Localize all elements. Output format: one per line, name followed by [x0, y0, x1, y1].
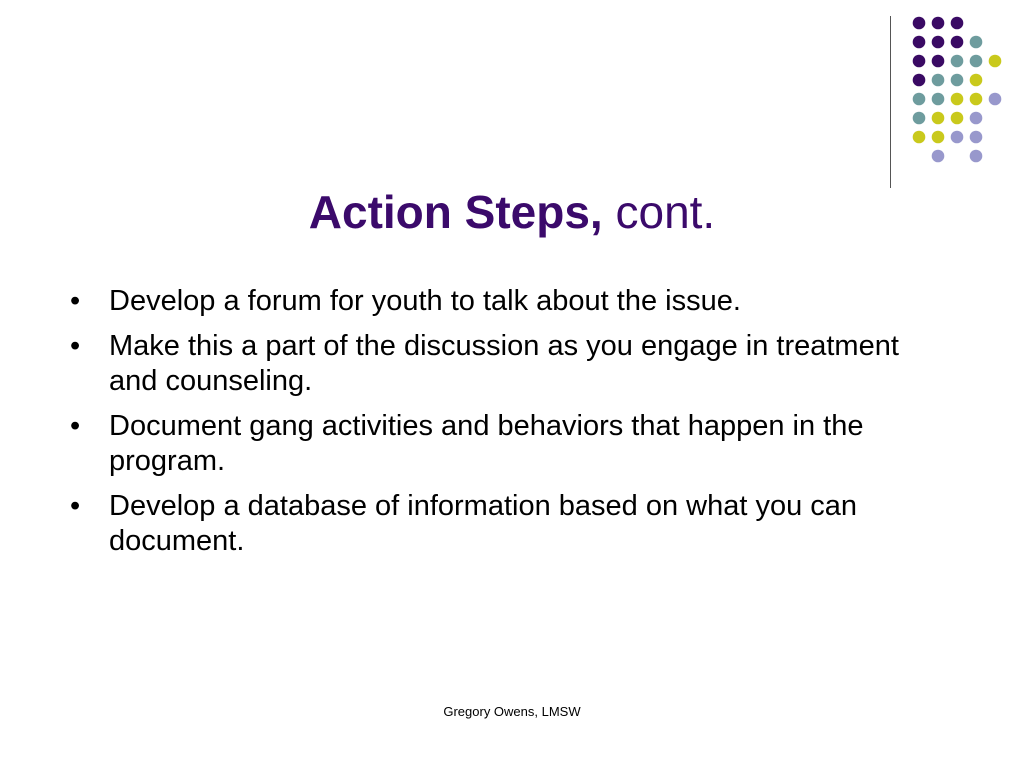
decorative-dot: [913, 36, 926, 49]
bullet-mark: •: [70, 410, 81, 442]
decorative-dot: [970, 93, 983, 106]
bullet-text: Develop a forum for youth to talk about the issue.: [109, 285, 741, 317]
slide-title: [0, 182, 1024, 242]
decorative-dot: [970, 55, 983, 68]
decorative-dot: [913, 112, 926, 125]
bullet-mark: •: [70, 490, 81, 522]
bullet-text: Make this a part of the discussion as you engage in treatment and counseling.: [109, 330, 899, 397]
decorative-dot: [932, 36, 945, 49]
decorative-dot: [913, 131, 926, 144]
decorative-dot: [951, 131, 964, 144]
bullet-mark: •: [70, 285, 81, 317]
bullet-item: [70, 284, 920, 319]
footer-author: Gregory Owens, LMSW: [443, 704, 581, 719]
bullet-text: Develop a database of information based on what you can document.: [109, 490, 858, 557]
decorative-dot: [951, 36, 964, 49]
title-regular-text: cont.: [615, 186, 716, 238]
decorative-dot: [913, 17, 926, 30]
bullet-item: [70, 409, 920, 479]
decorative-dot: [970, 150, 983, 163]
decorative-dot: [932, 93, 945, 106]
decorative-dot-grid: [0, 0, 1024, 200]
decorative-dot: [932, 131, 945, 144]
decorative-dot: [913, 93, 926, 106]
decorative-dot: [913, 74, 926, 87]
decorative-dot: [932, 17, 945, 30]
decorative-dot: [932, 150, 945, 163]
decorative-dot: [913, 55, 926, 68]
decorative-dot: [970, 131, 983, 144]
decorative-dot: [970, 74, 983, 87]
bullet-mark: •: [70, 330, 81, 362]
decorative-dot: [932, 74, 945, 87]
decorative-dot: [951, 74, 964, 87]
bullet-item: [70, 489, 920, 559]
decorative-dot: [970, 112, 983, 125]
decorative-dot: [989, 55, 1002, 68]
bullet-list: [70, 284, 920, 569]
decorative-dot: [970, 36, 983, 49]
bullet-text: Document gang activities and behaviors that happen in the program.: [109, 410, 864, 477]
divider-line: [890, 16, 891, 188]
decorative-dot: [951, 93, 964, 106]
title-bold-text: Action Steps,: [308, 186, 603, 238]
bullet-item: [70, 329, 920, 399]
decorative-dot: [989, 93, 1002, 106]
decorative-dot: [932, 112, 945, 125]
decorative-dot: [951, 17, 964, 30]
decorative-dot: [951, 55, 964, 68]
decorative-dot: [951, 112, 964, 125]
decorative-dot: [932, 55, 945, 68]
